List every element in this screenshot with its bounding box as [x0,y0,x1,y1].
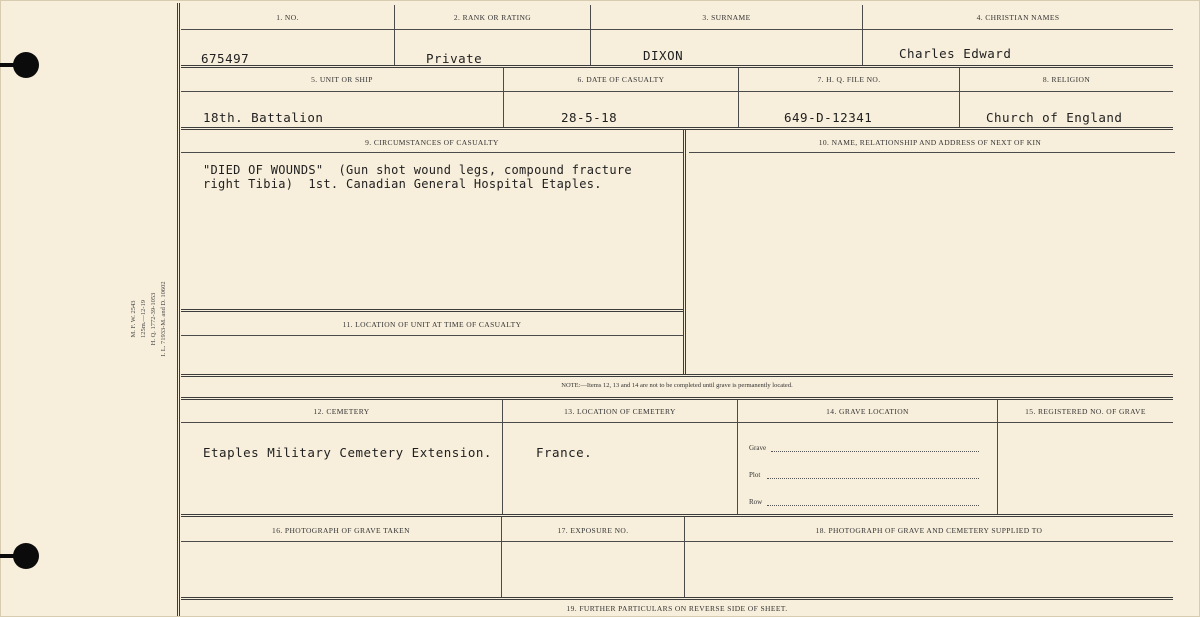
header-unit: 5. UNIT OR SHIP [311,75,373,84]
side-print [129,281,169,356]
value-location-of-cemetery: France. [536,445,593,460]
rule [997,400,998,514]
header-hq-file: 7. H. Q. FILE NO. [817,75,881,84]
rule [181,91,1173,92]
rule [181,422,1173,423]
value-date: 28-5-18 [561,110,618,125]
footer-further-particulars: 19. FURTHER PARTICULARS ON REVERSE SIDE OF SHEET. [566,604,788,613]
plot-line [767,478,979,479]
circumstances-line-1: "DIED OF WOUNDS" (Gun shot wound legs, compound fracture [203,163,632,177]
plot-label: Plot [749,471,761,479]
rule [181,514,1173,517]
header-rank: 2. RANK OR RATING [453,13,532,22]
value-surname: DIXON [643,48,684,63]
header-no: 1. NO. [276,13,299,22]
header-photo-taken: 16. PHOTOGRAPH OF GRAVE TAKEN [272,526,410,535]
grave-line [771,451,979,452]
row-line [767,505,979,506]
rule [181,597,1173,600]
header-next-of-kin: 10. NAME, RELATIONSHIP AND ADDRESS OF NEXT OF KIN [818,138,1042,147]
rule [181,541,1173,542]
value-unit: 18th. Battalion [203,110,324,125]
rule [181,335,683,336]
form-left-border [177,3,180,616]
header-date: 6. DATE OF CASUALTY [577,75,665,84]
note: NOTE:—Items 12, 13 and 14 are not to be completed until grave is permanently located. [561,382,793,389]
rule [181,127,1173,130]
rule [181,65,1173,68]
value-christian-names: Charles Edward [899,46,1012,61]
punch-hole-bottom [13,543,39,569]
rule [737,400,738,514]
rule [181,397,1173,400]
value-hq-file: 649-D-12341 [784,110,873,125]
side-print-line: I. L. 71933-M. and D. 10602 [160,281,167,357]
header-christian-names: 4. CHRISTIAN NAMES [976,13,1060,22]
rule [181,152,683,153]
header-location-of-cemetery: 13. LOCATION OF CEMETERY [564,407,676,416]
header-grave-location: 14. GRAVE LOCATION [826,407,909,416]
rule [502,400,503,514]
side-print-line: M. F. W. 2543 [130,300,137,338]
side-print-line: 125m.—12-19 [140,299,147,339]
circumstances-line-2: right Tibia) 1st. Canadian General Hospital Etaples. [203,177,602,191]
side-print-line: H. Q. 1772-39-1053 [150,292,157,346]
header-location-of-unit: 11. LOCATION OF UNIT AT TIME OF CASUALTY [342,320,522,329]
punch-hole-top [13,52,39,78]
header-photo-supplied: 18. PHOTOGRAPH OF GRAVE AND CEMETERY SUPPLIED TO [815,526,1043,535]
value-religion: Church of England [986,110,1123,125]
header-circumstances: 9. CIRCUMSTANCES OF CASUALTY [365,138,499,147]
header-registered-no: 15. REGISTERED NO. OF GRAVE [1025,407,1146,416]
header-cemetery: 12. CEMETERY [313,407,370,416]
rule [689,152,1175,153]
rule [181,374,1173,377]
header-exposure-no: 17. EXPOSURE NO. [557,526,629,535]
header-surname: 3. SURNAME [702,13,751,22]
rule [683,130,686,374]
rule [181,29,1173,30]
value-cemetery: Etaples Military Cemetery Extension. [203,445,492,460]
rule [181,309,683,312]
header-religion: 8. RELIGION [1042,75,1091,84]
row-label: Row [749,498,763,506]
value-no: 675497 [201,51,250,66]
grave-label: Grave [749,444,767,452]
value-rank: Private [426,51,483,66]
